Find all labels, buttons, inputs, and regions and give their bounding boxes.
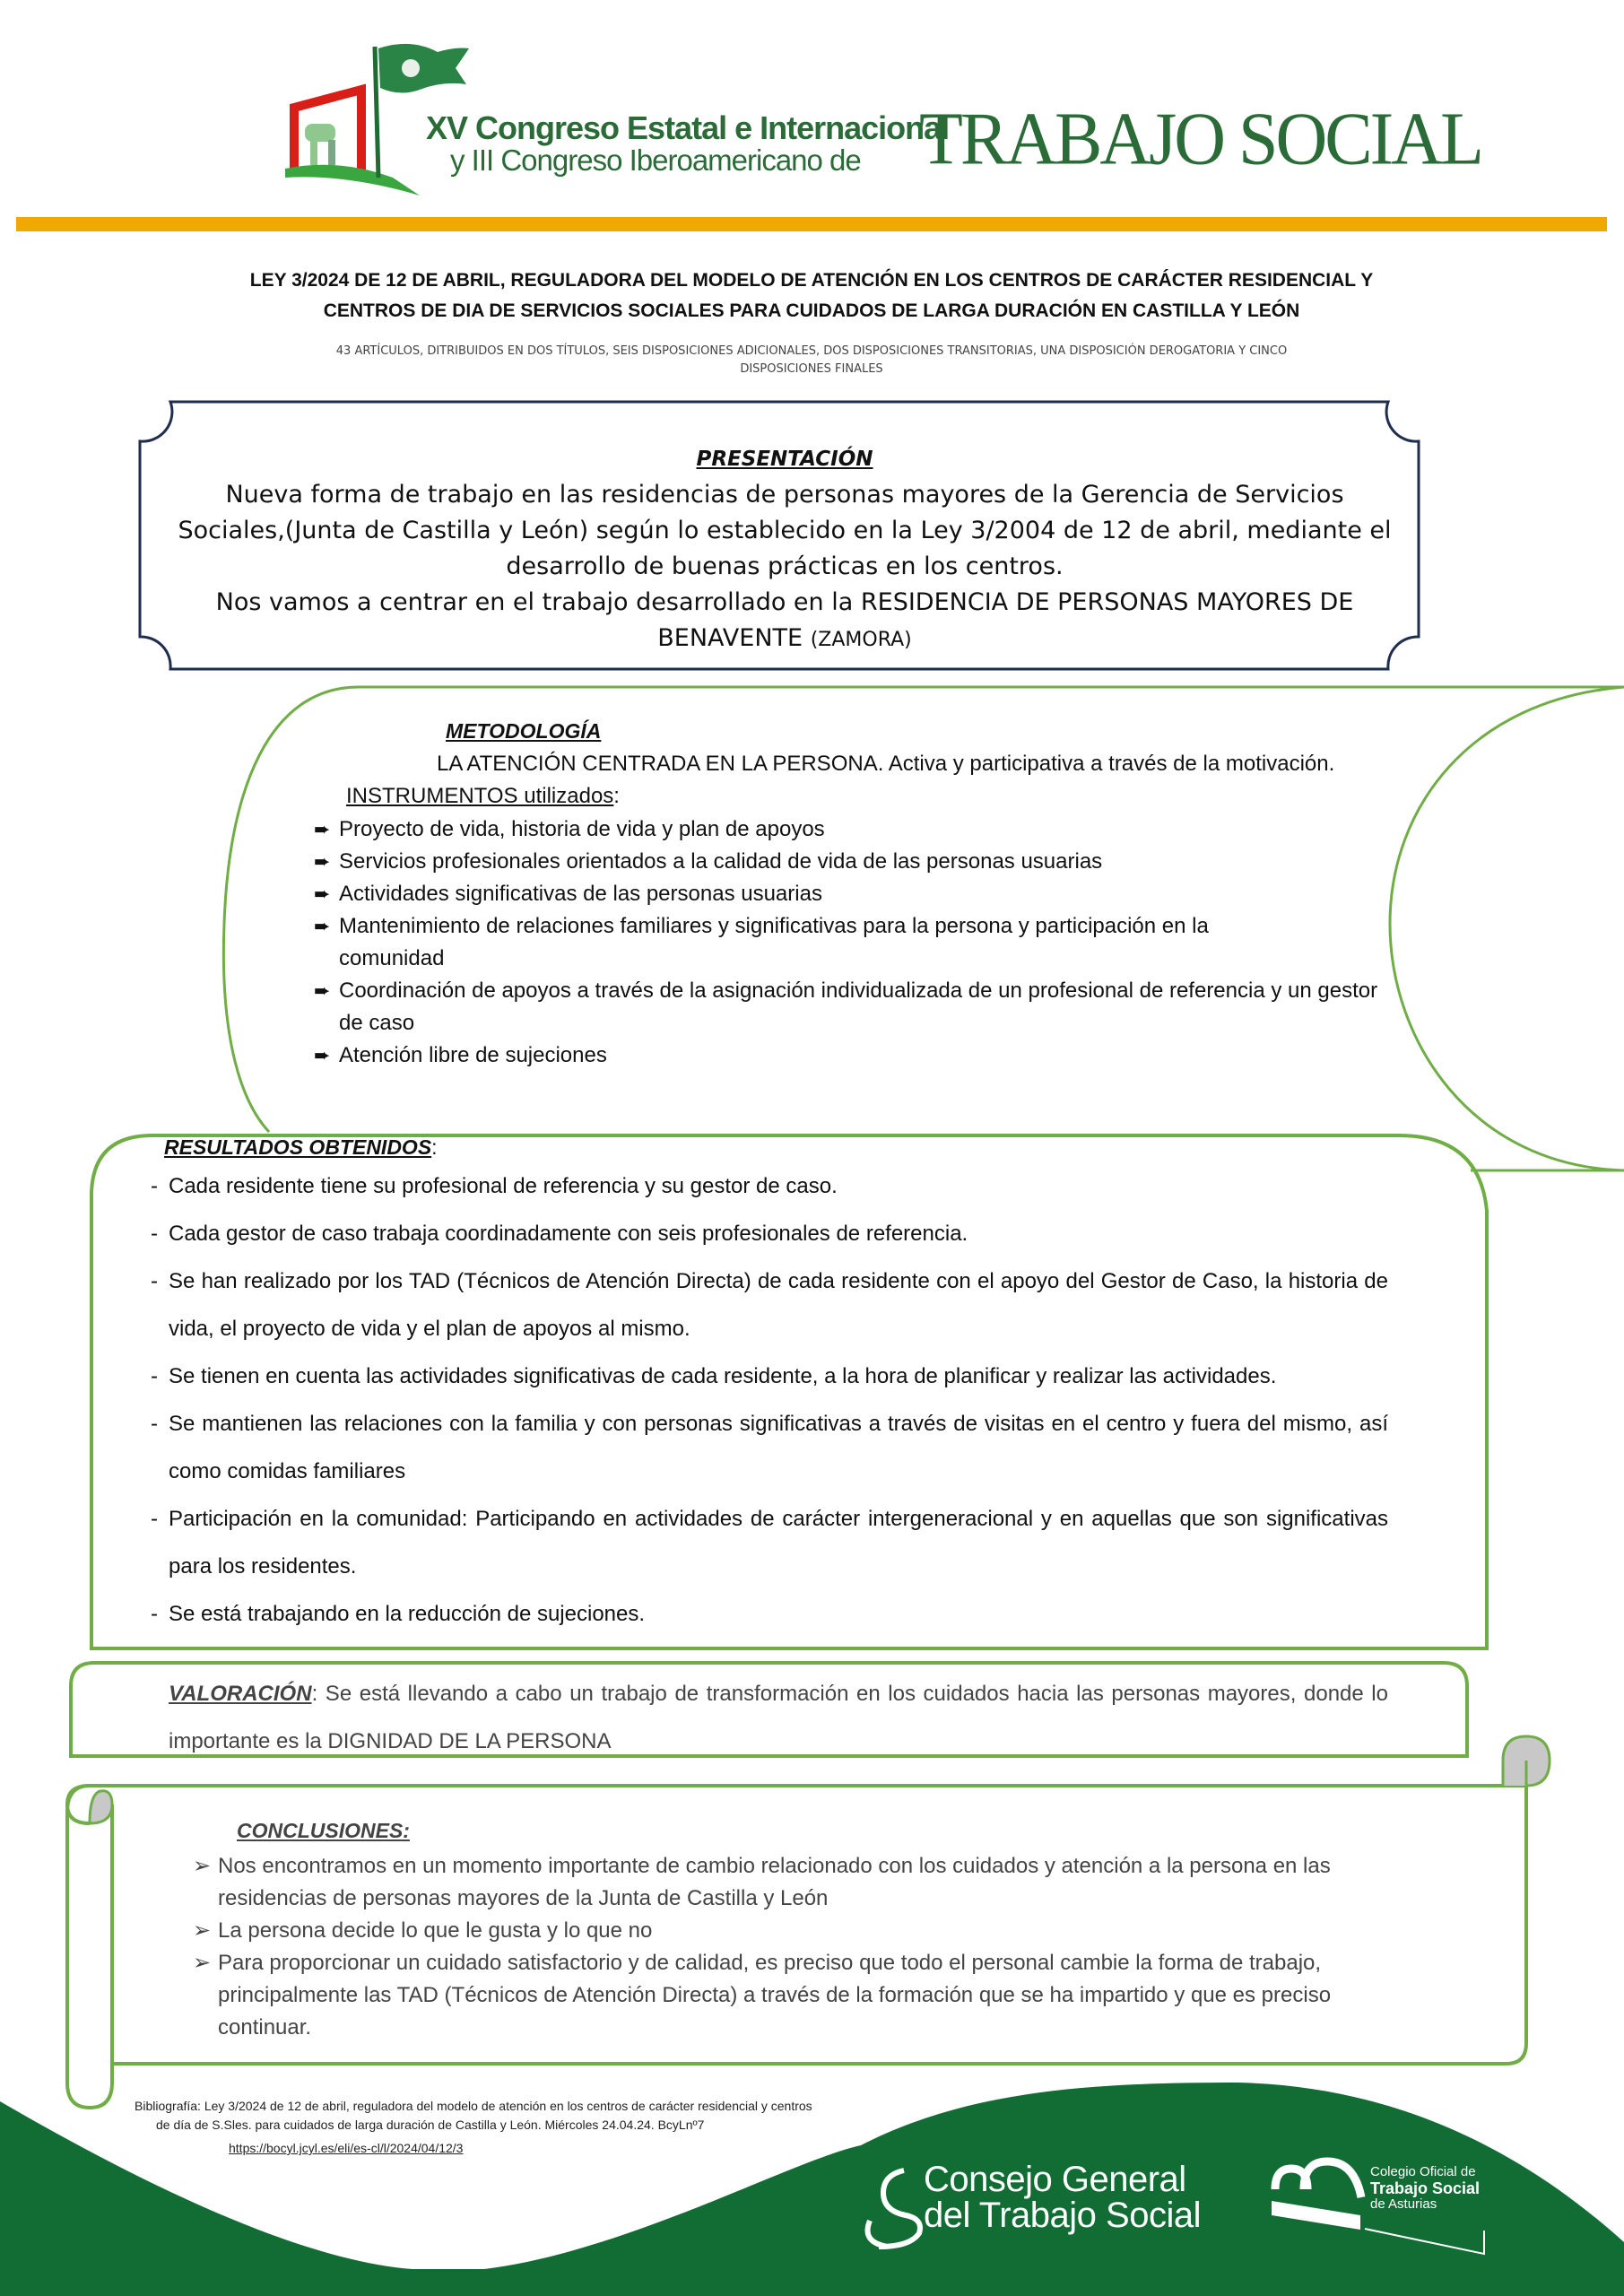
dash-bullet: - xyxy=(151,1507,158,1531)
bibliography-line2: de día de S.Sles. para cuidados de larga duración de Castilla y León. Miércoles 24.04.24. BcyLnº7 xyxy=(156,2118,705,2132)
list-item xyxy=(314,846,1390,878)
list-item-text: Proyecto de vida, historia de vida y plan de apoyos xyxy=(339,817,825,841)
instrumentos-label xyxy=(346,784,620,809)
list-item-text: Cada residente tiene su profesional de referencia y su gestor de caso. xyxy=(169,1174,838,1198)
dash-bullet: - xyxy=(151,1602,158,1626)
consejo-line1: Consejo General xyxy=(924,2160,1186,2199)
presentacion-p2-text: Nos vamos a centrar en el trabajo desarrollado en la RESIDENCIA DE PERSONAS MAYORES DE BENAVENTE xyxy=(215,588,1354,652)
colegio-line2: Trabajo Social xyxy=(1370,2179,1481,2197)
metodologia-title: METODOLOGÍA xyxy=(446,719,602,743)
gold-divider xyxy=(16,217,1607,231)
congress-title-line1: XV Congreso Estatal e Internacional xyxy=(426,109,950,146)
list-item xyxy=(193,1915,1394,1947)
metodologia-right-arc xyxy=(1390,687,1624,1170)
colegio-oficial-logo xyxy=(1370,2164,1480,2213)
bibliography xyxy=(135,2097,870,2135)
list-item xyxy=(151,1495,1388,1590)
list-item xyxy=(314,1039,1390,1072)
presentacion-paragraph-2 xyxy=(135,585,1435,658)
conclusiones-list xyxy=(193,1850,1394,2044)
list-item-text: Para proporcionar un cuidado satisfactorio y de calidad, es preciso que todo el personal cambie la forma de trabajo, principalmente las TAD (Técnicos de Atención Directa) a través de la formación que se ha impartido y que es preciso continuar. xyxy=(218,1951,1332,2039)
resultados-title-text: RESULTADOS OBTENIDOS xyxy=(164,1135,432,1159)
bibliography-line1: Bibliografía: Ley 3/2024 de 12 de abril, reguladora del modelo de atención en los centros de carácter residencial y centros xyxy=(135,2099,812,2113)
presentacion-section xyxy=(135,441,1435,658)
instrumentos-list xyxy=(314,813,1390,1072)
list-item xyxy=(193,1850,1394,1915)
dash-bullet: - xyxy=(151,1222,158,1246)
list-item xyxy=(151,1400,1388,1495)
scroll-curl-left xyxy=(90,1791,112,1823)
dash-bullet: - xyxy=(151,1364,158,1388)
pointing-hand-icon: ➨ xyxy=(314,979,331,1002)
list-item-text: La persona decide lo que le gusta y lo que no xyxy=(218,1918,653,1943)
list-item xyxy=(151,1162,1388,1210)
resultados-list xyxy=(151,1162,1388,1638)
valoracion-text: : Se está llevando a cabo un trabajo de transformación en los cuidados hacia las personas mayores, donde lo importante es la DIGNIDAD DE LA PERSONA xyxy=(169,1682,1388,1753)
law-subtitle xyxy=(179,343,1444,378)
pointing-hand-icon: ➨ xyxy=(314,883,331,905)
list-item-text: Se han realizado por los TAD (Técnicos de Atención Directa) de cada residente con el apoyo del Gestor de Caso, la historia de vida, el proyecto de vida y el plan de apoyos al mismo. xyxy=(169,1269,1388,1341)
list-item-text: Cada gestor de caso trabaja coordinadamente con seis profesionales de referencia. xyxy=(169,1222,968,1246)
law-subtitle-line2: DISPOSICIONES FINALES xyxy=(740,362,883,376)
pointing-hand-icon: ➨ xyxy=(314,818,331,840)
metodologia-lead: LA ATENCIÓN CENTRADA EN LA PERSONA. Activa y participativa a través de la motivación. xyxy=(437,752,1335,776)
presentacion-title: PRESENTACIÓN xyxy=(696,448,873,471)
list-item-text: Se mantienen las relaciones con la familia y con personas significativas a través de visitas en el centro y fuera del mismo, así como comidas familiares xyxy=(169,1412,1388,1483)
law-subtitle-line1: 43 ARTÍCULOS, DITRIBUIDOS EN DOS TÍTULOS, SEIS DISPOSICIONES ADICIONALES, DOS DISPOSICIONES TRANSITORIAS, UNA DISPOSICIÓN DEROGATORIA Y CINCO xyxy=(335,344,1288,358)
arrowhead-icon: ➢ xyxy=(193,1951,212,1975)
pointing-hand-icon: ➨ xyxy=(314,915,331,937)
list-item-text: Actividades significativas de las personas usuarias xyxy=(339,882,822,906)
conclusiones-title: CONCLUSIONES: xyxy=(237,1819,410,1842)
instrumentos-colon: : xyxy=(613,784,620,808)
bibliography-link[interactable]: https://bocyl.jcyl.es/eli/es-cl/l/2024/04/12/3 xyxy=(229,2141,464,2155)
list-item xyxy=(314,910,1282,975)
list-item xyxy=(151,1590,1388,1638)
colegio-line3: de Asturias xyxy=(1370,2196,1437,2212)
list-item xyxy=(151,1257,1388,1352)
list-item xyxy=(193,1947,1394,2044)
law-title-line1: LEY 3/2024 DE 12 DE ABRIL, REGULADORA DEL MODELO DE ATENCIÓN EN LOS CENTROS DE CARÁCTER RESIDENCIAL Y xyxy=(249,270,1374,291)
arrowhead-icon: ➢ xyxy=(193,1918,212,1943)
presentacion-paragraph-1: Nueva forma de trabajo en las residencias de personas mayores de la Gerencia de Servicios Sociales,(Junta de Castilla y León) según lo establecido en la Ley 3/2004 de 12 de abril, mediante el desarrollo de buenas prácticas en los centros. xyxy=(178,481,1392,580)
list-item-text: Atención libre de sujeciones xyxy=(339,1043,607,1067)
law-title-line2: CENTROS DE DIA DE SERVICIOS SOCIALES PARA CUIDADOS DE LARGA DURACIÓN EN CASTILLA Y LEÓN xyxy=(323,300,1300,321)
dash-bullet: - xyxy=(151,1269,158,1293)
resultados-colon: : xyxy=(431,1135,438,1159)
list-item xyxy=(314,813,1390,846)
law-title xyxy=(179,265,1444,326)
pointing-hand-icon: ➨ xyxy=(314,850,331,873)
list-item-text: Se está trabajando en la reducción de sujeciones. xyxy=(169,1602,646,1626)
list-item-text: Coordinación de apoyos a través de la asignación individualizada de un profesional de referencia y un gestor de caso xyxy=(339,978,1378,1035)
list-item xyxy=(314,975,1390,1039)
congress-brand: TRABAJO SOCIAL xyxy=(919,97,1481,181)
resultados-title xyxy=(164,1135,438,1160)
instrumentos-label-text: INSTRUMENTOS utilizados xyxy=(346,784,614,808)
list-item xyxy=(151,1352,1388,1400)
congress-title-line2: y III Congreso Iberoamericano de xyxy=(450,144,861,177)
dash-bullet: - xyxy=(151,1412,158,1436)
valoracion-label: VALORACIÓN xyxy=(169,1682,312,1706)
dash-bullet: - xyxy=(151,1174,158,1198)
colegio-line1: Colegio Oficial de xyxy=(1370,2164,1476,2179)
consejo-general-logo xyxy=(924,2161,1201,2233)
arrowhead-icon: ➢ xyxy=(193,1854,212,1878)
list-item-text: Se tienen en cuenta las actividades significativas de cada residente, a la hora de planificar y realizar las actividades. xyxy=(169,1364,1277,1388)
list-item-text: Nos encontramos en un momento importante de cambio relacionado con los cuidados y atención a la persona en las residencias de personas mayores de la Junta de Castilla y León xyxy=(218,1854,1331,1910)
list-item-text: Servicios profesionales orientados a la calidad de vida de las personas usuarias xyxy=(339,849,1103,874)
consejo-line2: del Trabajo Social xyxy=(924,2196,1201,2235)
list-item-text: Mantenimiento de relaciones familiares y significativas para la persona y participación en la comunidad xyxy=(339,914,1209,970)
presentacion-p2-small: (ZAMORA) xyxy=(810,629,912,651)
list-item xyxy=(314,878,1390,910)
list-item-text: Participación en la comunidad: Participando en actividades de carácter intergeneracional y en aquellas que son significativas para los residentes. xyxy=(169,1507,1388,1578)
pointing-hand-icon: ➨ xyxy=(314,1044,331,1066)
valoracion-section xyxy=(169,1670,1388,1765)
list-item xyxy=(151,1210,1388,1257)
